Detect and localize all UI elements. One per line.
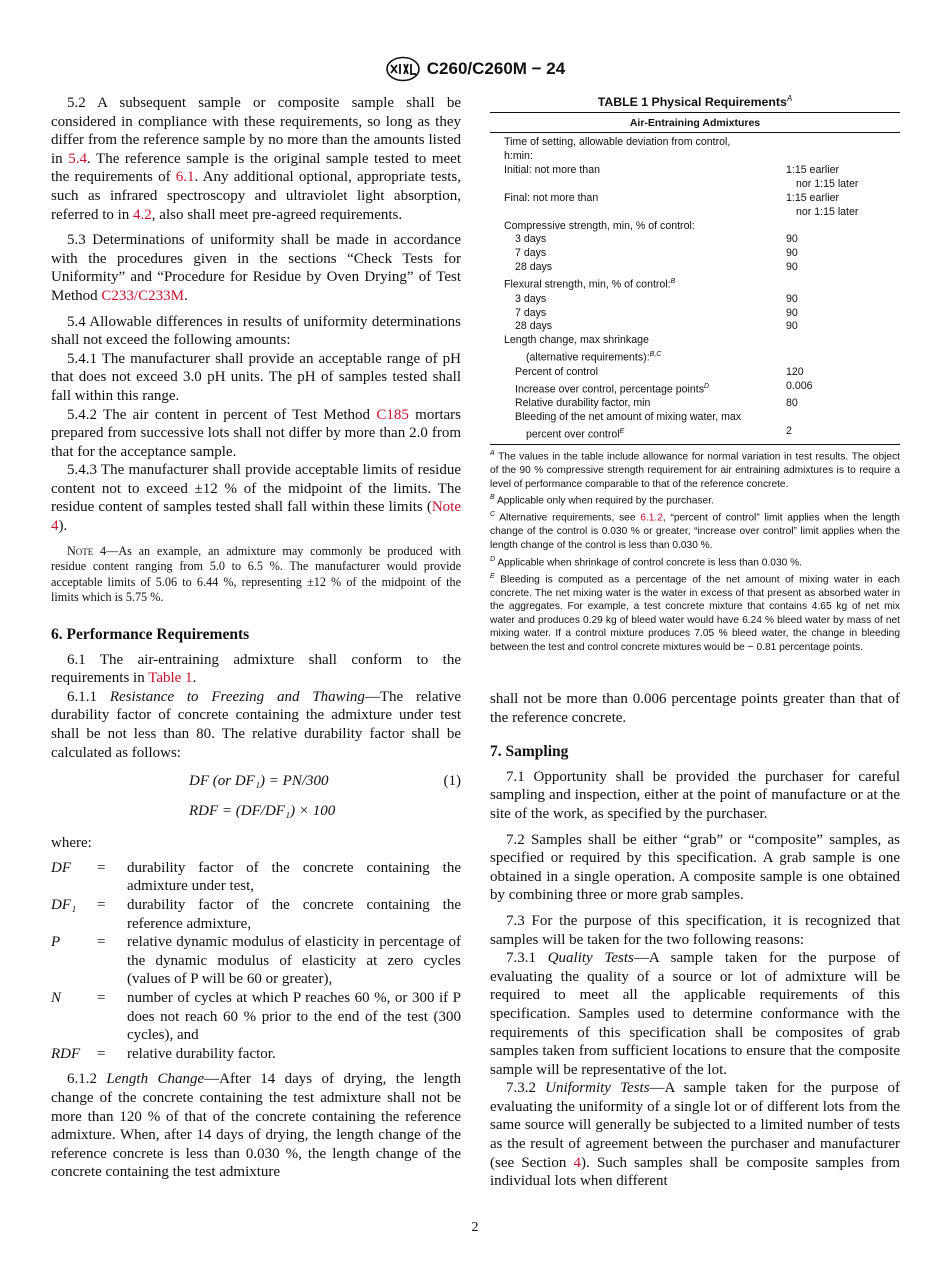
table-row-value: nor 1:15 later [796,205,859,218]
link-c233[interactable]: C233/C233M [101,287,184,304]
link-6-1[interactable]: 6.1 [175,169,195,186]
table-row [490,136,900,150]
paragraph-5-4-2: 5.4.2 The air content in percent of Test Method C185 mortars prepared from successive lots shall not differ by more than 2.0 from that for the acceptance sample. [51,406,461,460]
paragraph-7-3: 7.3 For the purpose of this specification, it is recognized that samples will be taken for the two following reasons: [490,912,900,948]
table-footnotes [490,447,900,654]
table-row [490,307,900,321]
table-body [490,133,900,445]
table-row [490,348,900,365]
table-row-label: 7 days [515,306,547,319]
left-column [51,94,461,1182]
table-row-label: (alternative requirements):$^{B,C}$ [526,351,662,364]
table-row-label: Bleeding of the net amount of mixing water, max [515,410,742,423]
table-row [490,247,900,261]
table-row-label: Percent of control [515,365,599,378]
page-number: 2 [471,1220,479,1235]
paragraph-5-4-3: 5.4.3 The manufacturer shall provide acceptable limits of residue content not to exceed ±12 % of the midpoint of the limits. The residue content of samples tested shall fall within these limits (Note 4). [51,462,461,535]
table-row [490,320,900,334]
paragraph-5-4-1: 5.4.1 The manufacturer shall provide an acceptable range of pH that does not exceed 3.0 pH units. The pH of samples tested shall fall within this range. [51,350,461,404]
table-row-value [786,411,900,425]
link-4-2[interactable]: 4.2 [133,206,152,223]
table-row-label: percent over control$^E$ [526,427,625,441]
table-row-label: Time of setting, allowable deviation from control, [504,136,731,149]
table-row-label: Increase over control, percentage points$^D$ [515,382,710,396]
table-footnote: $^C$ Alternative requirements, see 6.1.2, “percent of control” limit applies when the length change of the control is 0.030 % or greater, “increase over control” limit applies when the length change of the control is less than 0.030 %. [490,511,900,551]
table-row-label: h:min: [504,150,533,162]
table-row-value: 80 [786,397,798,409]
section-6-heading: 6. Performance Requirements [51,626,250,644]
table-row-value: 90 [786,261,798,274]
table-caption: TABLE 1 Physical Requirements$^A$ [597,94,793,110]
table-row-value [786,348,900,365]
table-row-value: 1:15 earlier [786,163,839,176]
table-row [490,220,900,234]
astm-logo-icon [385,56,421,82]
equation-number: (1) [443,773,461,790]
link-c185[interactable]: C185 [376,406,409,423]
table-row [490,293,900,307]
table-row-value: 90 [786,292,798,305]
link-table-1[interactable]: Table 1 [148,670,193,687]
table-row-value [786,150,900,164]
paragraph-7-3-2: 7.3.2 Uniformity Tests—A sample taken for the purpose of evaluating the uniformity of a single lot or of different lots from the same source will generally be subjected to a limited number of tests as the result of agreement between the purchaser and manufacturer (see Section 4). Such samples shall be composite samples from individual lots when different [490,1080,901,1190]
table-row [490,397,900,411]
table-row-value: 90 [786,233,798,246]
table-1 [490,94,900,655]
right-column [490,690,900,1191]
table-row [490,233,900,247]
paragraph-7-3-1: 7.3.1 Quality Tests—A sample taken for the purpose of evaluating the quality of a source or lot of admixture will be required to meet all the applicable requirements of this specification. Samples used to determine conformance with the requirements of this specification shall be composites of grab samples taken from sufficient locations to ensure that the composite sample will be representative of the lot. [490,950,900,1078]
paragraph-5-3: 5.3 Determinations of uniformity shall be made in accordance with the procedures given in the sections “Check Tests for Uniformity” and “Procedure for Residue by Oven Drying” of Test Method C233/C233M. [51,232,461,304]
definition-item: RDF = relative durability factor. [51,1045,276,1062]
table-row-value [786,334,900,348]
paragraph-5-4: 5.4 Allowable differences in results of uniformity determinations shall not exceed the following amounts: [51,313,461,349]
paragraph-7-1: 7.1 Opportunity shall be provided the purchaser for careful sampling and inspection, either at the point of manufacture or at the site of the work, as specified by the purchaser. [490,768,900,822]
note-4: Note 4—As an example, an admixture may commonly be produced with residue content ranging from 5.0 to 6.5 %. The manufacturer would provide acceptable limits of 5.06 to 6.44 %, representing ±12 % of the midpoint of the limits which is 5.75 %. [51,543,461,605]
table-row-value [786,275,900,292]
link-section-4[interactable]: 4 [573,1154,582,1171]
paragraph-6-1-2-continued: shall not be more than 0.006 percentage points greater than that of the reference concrete. [490,691,900,726]
equation-2: RDF = (DF/DF₁) × 100 [189,803,336,820]
page-header [0,56,950,87]
table-row-label: 28 days [515,261,553,274]
table-row [490,178,900,192]
table-footnote: $^A$ The values in the table include allowance for normal variation in test results. The object of the 90 % compressive strength requirement for air entraining admixtures is to require a level of performance comparable to that of the reference concrete. [490,450,900,490]
table-row [490,411,900,425]
paragraph-6-1-1: 6.1.1 Resistance to Freezing and Thawing—The relative durability factor of concrete containing the admixture under test shall be not less than 80. The relative durability factor shall be calculated as follows: [51,688,462,761]
table-row [490,261,900,275]
table-row-value: 90 [786,320,798,333]
paragraph-7-2: 7.2 Samples shall be either “grab” or “composite” samples, as specified or required by this specification. A grab sample is one obtained in a single operation. A composite sample is one obtained by combining three or more grab samples. [490,831,900,904]
where-label: where: [51,835,92,852]
table-row-value [786,220,900,234]
table-row-label: 7 days [515,247,547,260]
table-footnote: $^D$ Applicable when shrinkage of control concrete is less than 0.030 %. [490,555,803,568]
definition-item: N = number of cycles at which P reaches 60 %, or 300 if P does not reach 60 % prior to the end of the test (300 cycles), and [51,989,461,1044]
definition-item: DF = durability factor of the concrete containing the admixture under test, [51,859,461,895]
table-row-value: 120 [786,365,804,378]
table-row [490,275,900,292]
definition-item: DF₁ = durability factor of the concrete containing the reference admixture, [51,896,461,932]
table-row-value: 0.006 [786,379,813,392]
equation-1: DF (or DF₁) = PN/300 (1) [189,773,461,790]
paragraph-6-1-2: 6.1.2 Length Change—After 14 days of drying, the length change of the concrete containing the test admixture shall not be more than 120 % of that of the concrete containing the reference admixture. When, after 14 days of drying, the length change of the reference concrete is less than 0.030 %, the length change of the concrete containing the test admixture [51,1071,462,1181]
table-row-label: Compressive strength, min, % of control: [504,219,695,232]
table-row [490,366,900,380]
table-row-label [490,178,786,192]
table-row [490,380,900,397]
section-7-heading: 7. Sampling [490,743,569,761]
table-row [490,192,900,206]
document-designation: C260/C260M − 24 [426,59,566,78]
table-row-value: 2 [786,424,792,437]
table-row-label: Flexural strength, min, % of control:$^B$ [504,278,676,291]
paragraph-5-2: 5.2 A subsequent sample or composite sample shall be considered in compliance with these requirements, so long as they differ from the reference sample by no more than the amounts listed in 5.4. The reference sample is the original sample tested to meet the requirements of 6.1. Any additional optional, appropriate tests, such as infrared spectroscopy and ultraviolet light absorption, referred to in 4.2, also shall meet pre-agreed requirements. [51,95,461,223]
table-row-label: 28 days [515,320,553,333]
table-row-label: 3 days [515,233,547,246]
table-row-label: 3 days [515,292,547,305]
table-row-value: 90 [786,247,798,260]
table-row-value: 90 [786,306,798,319]
table-row-value [786,136,900,150]
table-row [490,425,900,442]
table-row [490,334,900,348]
table-row [490,150,900,164]
table-row-label: Relative durability factor, min [515,397,651,409]
table-row-label [490,206,786,220]
table-row-label: Initial: not more than [504,163,600,176]
link-5-4[interactable]: 5.4 [68,150,87,167]
table-row-label: Length change, max shrinkage [504,334,649,347]
table-subheading: Air-Entraining Admixtures [490,113,900,133]
paragraph-6-1: 6.1 The air-entraining admixture shall conform to the requirements in Table 1. [51,651,461,687]
table-row-value: nor 1:15 later [796,177,859,190]
footnote-link[interactable]: 6.1.2 [640,512,663,524]
table-row [490,206,900,220]
table-footnote: $^B$ Applicable only when required by the purchaser. [490,494,714,507]
definition-list [51,859,461,1064]
table-row-value: 1:15 earlier [786,191,839,204]
table-footnote: $^E$ Bleeding is computed as a percentage of the net amount of mixing water in each concrete. The net mixing water is the water in excess of that present as absorbed water in the aggregates. For example, a test concrete mixture that contains 4.65 kg of net mix water and produces 0.29 kg of bleed water would have 6.24 % bleed water by mass of net mixing water. If a control mixture produces 7.05 % bleed water, the change in bleeding between the test and control concrete mixtures would be − 0.81 percentage points. [490,572,900,653]
definition-item: P = relative dynamic modulus of elasticity in percentage of the dynamic modulus of elasticity at zero cycles (values of P will be 60 or greater), [51,934,461,988]
link-note-4[interactable]: Note 4 [51,499,461,535]
table-row-label: Final: not more than [504,191,599,204]
table-row [490,164,900,178]
